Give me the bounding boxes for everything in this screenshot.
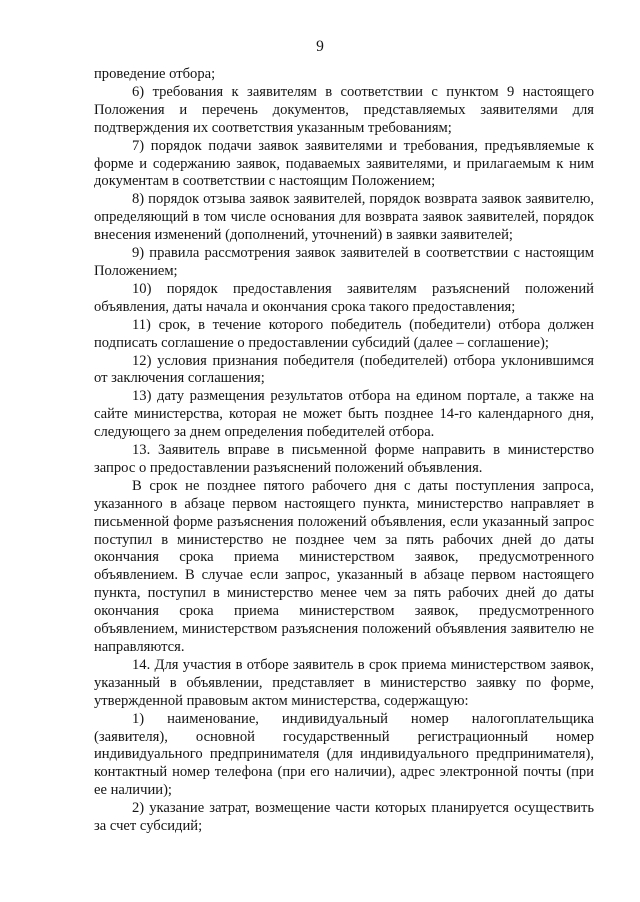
paragraph-item-12: 12) условия признания победителя (победителей) отбора уклонившимся от заключения соглашения; [94, 352, 594, 387]
paragraph-subitem-1: 1) наименование, индивидуальный номер налогоплательщика (заявителя), основной государственный регистрационный номер индивидуального предпринимателя (для индивидуального предпринимателя), контактный номер телефона (при его наличии), адрес электронной почты (при ее наличии); [94, 710, 594, 799]
paragraph-item-13: 13) дату размещения результатов отбора на едином портале, а также на сайте министерства, которая не может быть позднее 14-го календарного дня, следующего за днем определения победителей отбора. [94, 388, 594, 441]
paragraph-clause-14: 14. Для участия в отборе заявитель в срок приема министерством заявок, указанный в объявлении, представляет в министерство заявку по форме, утвержденной правовым актом министерства, содержащую: [94, 656, 594, 709]
paragraph-clause-13-deadline: В срок не позднее пятого рабочего дня с даты поступления запроса, указанного в абзаце первом настоящего пункта, министерство направляет в письменной форме разъяснения положений объявления, если указанный запрос поступил в министерство не позднее чем за пять рабочих дней до даты окончания срока приема министерством заявок, предусмотренного объявлением. В случае если запрос, указанный в абзаце первом настоящего пункта, поступил в министерство менее чем за пять рабочих дней до даты окончания срока приема министерством заявок, предусмотренного объявлением, министерством разъяснения положений объявления заявителю не направляются. [94, 477, 594, 655]
paragraph-item-9: 9) правила рассмотрения заявок заявителей в соответствии с настоящим Положением; [94, 245, 594, 279]
paragraph-item-7: 7) порядок подачи заявок заявителями и требования, предъявляемые к форме и содержанию заявок, подаваемых заявителями, и прилагаемым к ним документам в соответствии с настоящим Положением; [94, 137, 594, 190]
paragraph-clause-13: 13. Заявитель вправе в письменной форме направить в министерство запрос о предоставлении разъяснений положений объявления. [94, 442, 594, 476]
page-number: 9 [316, 38, 324, 55]
paragraph-subitem-2: 2) указание затрат, возмещение части которых планируется осуществить за счет субсидий; [94, 800, 594, 835]
document-text [94, 66, 594, 836]
paragraph-item-8: 8) порядок отзыва заявок заявителей, порядок возврата заявок заявителю, определяющий в том числе основания для возврата заявок заявителей, порядок внесения изменений (дополнений, уточнений) в заявки заявителей; [94, 191, 594, 244]
paragraph-item-11: 11) срок, в течение которого победитель (победители) отбора должен подписать соглашение о предоставлении субсидий (далее – соглашение); [94, 316, 594, 351]
paragraph-continuation: проведение отбора; [94, 66, 216, 82]
paragraph-item-6: 6) требования к заявителям в соответствии с пунктом 9 настоящего Положения и перечень документов, представляемых заявителями для подтверждения их соответствия указанным требованиям; [94, 83, 594, 136]
paragraph-item-10: 10) порядок предоставления заявителям разъяснений положений объявления, даты начала и окончания срока такого предоставления; [94, 280, 594, 315]
